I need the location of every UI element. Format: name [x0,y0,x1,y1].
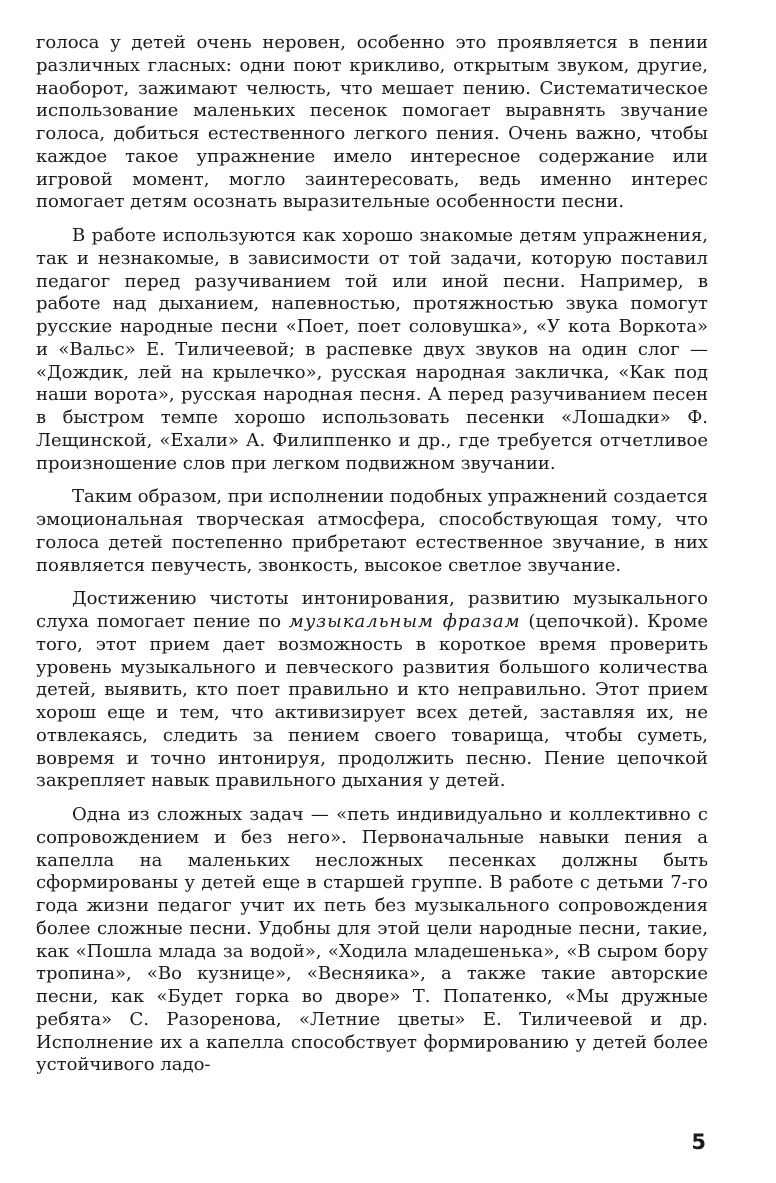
paragraph-2: В работе используются как хорошо знакомые детям упражнения, так и незнакомые, в зависимости от той задачи, которую поставил педагог перед разучиванием той или иной песни. Например, в работе над дыханием, напевностью, протяжностью звука помогут русские народные песни «Поет, поет соловушка», «У кота Воркота» и «Вальс» Е. Тиличеевой; в распевке двух звуков на один слог — «Дождик, лей на крылечко», русская народная закличка, «Как под наши ворота», русская народная песня. А перед разучиванием песен в быстром темпе хорошо использовать песенки «Лошадки» Ф. Лещинской, «Ехали» А. Филиппенко и др., где требуется отчетливое произношение слов при легком подвижном звучании. [36,225,708,474]
paragraph-3: Таким образом, при исполнении подобных упражнений создается эмоциональная творческая атмосфера, способствующая тому, что голоса детей постепенно прибретают естественное звучание, в них появляется певучесть, звонкость, высокое светлое звучание. [36,486,708,576]
paragraph-4 [36,588,708,793]
paragraph-4-before: Достижению чистоты интонирования, развитию музыкального слуха помогает пение по [36,588,708,632]
paragraph-5: Одна из сложных задач — «петь индивидуально и коллективно с сопровождением и без него». Первоначальные навыки пения а капелла на маленьких несложных песенках должны быть сформированы у детей еще в старшей группе. В работе с детьми 7-го года жизни педагог учит их петь без музыкального сопровождения более сложные песни. Удобны для этой цели народные песни, такие, как «Пошла млада за водой», «Ходила младешенька», «В сыром бору тропина», «Во кузнице», «Весняика», а также такие авторские песни, как «Будет горка во дворе» Т. Попатенко, «Мы дружные ребята» С. Разоренова, «Летние цветы» Е. Тиличеевой и др. Исполнение их а капелла способствует формированию у детей более устойчивого ладо- [36,804,708,1076]
emphasis-phrase: музыкальным фразам [288,611,521,632]
paragraph-1: голоса у детей очень неровен, особенно это проявляется в пении различных гласных: одни поют крикливо, открытым звуком, другие, наоборот, зажимают челюсть, что мешает пению. Систематическое использование маленьких песенок помогает выравнять звучание голоса, добиться естественного легкого пения. Очень важно, чтобы каждое такое упражнение имело интересное содержание или игровой момент, могло заинтересовать, ведь именно интерес помогает детям осознать выразительные особенности песни. [36,32,708,213]
page-number: 5 [691,1130,706,1154]
page-body [36,32,708,1077]
paragraph-4-after: (цепочкой). Кроме того, этот прием дает возможность в короткое время проверить уровень музыкального и певческого развития большого количества детей, выявить, кто поет правильно и кто неправильно. Этот прием хорош еще и тем, что активизирует всех детей, заставляя их, не отвлекаясь, следить за пением своего товарища, чтобы суметь, вовремя и точно интонируя, продолжить песню. Пение цепочкой закрепляет навык правильного дыхания у детей. [36,611,709,792]
